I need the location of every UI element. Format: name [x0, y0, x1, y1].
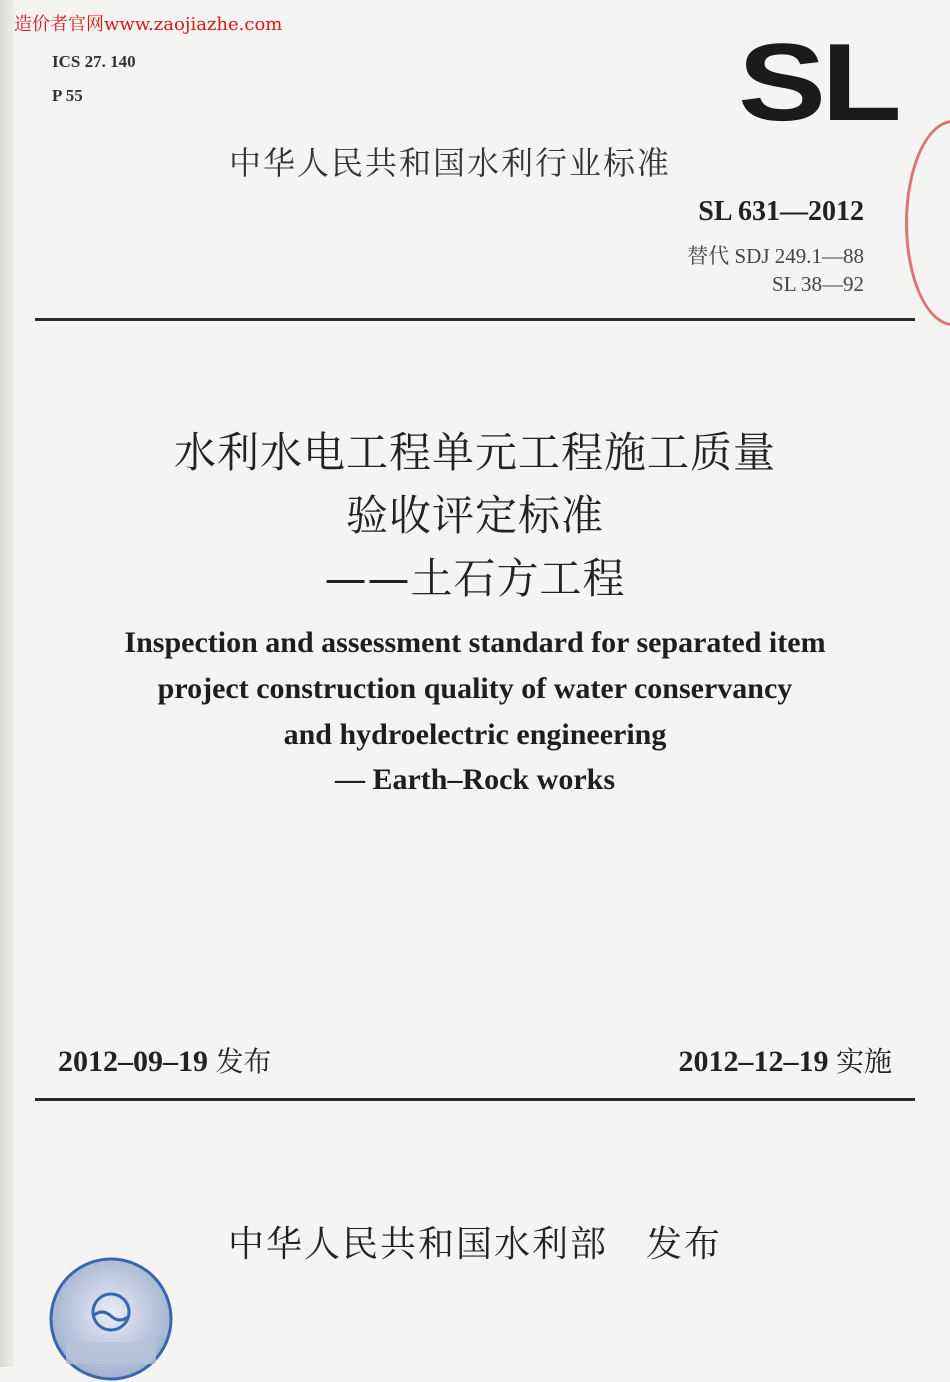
sl-logo: SL — [738, 21, 898, 144]
title-zh-line-2: 验收评定标准 — [345, 491, 604, 540]
effective-date-block — [678, 1040, 892, 1080]
title-en-line-1: Inspection and assessment standard for separated item — [124, 626, 826, 659]
issue-label: 发布 — [215, 1045, 272, 1078]
replaces-line-2: SL 38—92 — [772, 272, 864, 296]
issue-date-block — [58, 1040, 272, 1080]
publisher-seal-icon — [48, 1256, 174, 1382]
title-en-line-3: and hydroelectric engineering — [283, 718, 667, 751]
replaces-line-1: 替代 SDJ 249.1—88 — [687, 244, 864, 268]
effective-date: 2012–12–19 — [678, 1045, 829, 1078]
red-stamp — [905, 120, 950, 326]
title-en-line-4: — Earth–Rock works — [334, 763, 615, 796]
watermark-text: 造价者官网www.zaojiazhe.com — [14, 14, 283, 35]
bottom-divider — [35, 1098, 915, 1101]
issue-date: 2012–09–19 — [58, 1045, 208, 1078]
effective-label: 实施 — [835, 1045, 892, 1078]
ics-code: ICS 27. 140 — [52, 52, 136, 71]
title-zh-line-3: ——土石方工程 — [324, 554, 626, 603]
publisher: 中华人民共和国水利部 发布 — [227, 1224, 722, 1265]
top-divider — [35, 318, 915, 321]
title-en-line-2: project construction quality of water conservancy — [157, 672, 793, 705]
p-code: P 55 — [52, 86, 83, 105]
title-zh-line-1: 水利水电工程单元工程施工质量 — [173, 428, 776, 477]
standard-code: SL 631—2012 — [698, 196, 864, 227]
industry-standard-title: 中华人民共和国水利行业标准 — [229, 144, 672, 182]
